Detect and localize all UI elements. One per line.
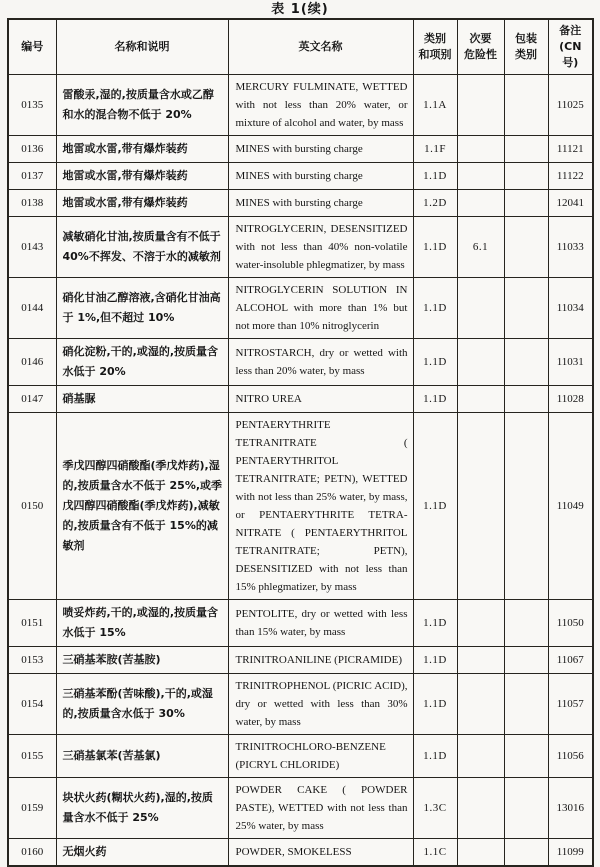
cell-class-division: 1.1D	[413, 278, 457, 339]
table-row	[8, 413, 593, 600]
table-row	[8, 190, 593, 217]
cell-name-en: NITRO UREA	[228, 386, 413, 413]
cell-class-division: 1.1D	[413, 735, 457, 778]
table-row	[8, 674, 593, 735]
cell-remark: 11099	[548, 839, 593, 867]
cell-class-division: 1.1D	[413, 600, 457, 647]
cell-remark: 11050	[548, 600, 593, 647]
cell-code: 0136	[8, 136, 56, 163]
cell-name-cn: 减敏硝化甘油,按质量含有不低于 40%不挥发、不溶于水的减敏剂	[56, 217, 228, 278]
cell-name-cn: 喷妥炸药,干的,或湿的,按质量含水低于 15%	[56, 600, 228, 647]
table-row	[8, 339, 593, 386]
cell-remark: 11034	[548, 278, 593, 339]
cell-code: 0135	[8, 75, 56, 136]
cell-subsidiary-risk	[457, 75, 504, 136]
table-header	[8, 19, 593, 75]
cell-code: 0151	[8, 600, 56, 647]
table-body	[8, 75, 593, 867]
header-class-division	[413, 19, 457, 75]
cell-class-division: 1.2D	[413, 190, 457, 217]
header-name-cn	[56, 19, 228, 75]
cell-remark: 11049	[548, 413, 593, 600]
cell-name-en: TRINITROCHLORO-BENZENE (PICRYL CHLORIDE)	[228, 735, 413, 778]
cell-code: 0154	[8, 674, 56, 735]
cell-name-en: TRINITROANILINE (PICRAMIDE)	[228, 647, 413, 674]
cell-packing-group	[504, 190, 548, 217]
cell-class-division: 1.1C	[413, 839, 457, 867]
cell-class-division: 1.1A	[413, 75, 457, 136]
header-subsidiary-risk-line1: 次要	[469, 32, 492, 45]
cell-name-en: NITROGLYCERIN SOLUTION IN ALCOHOL with more than 1% but not more than 10% nitroglycerin	[228, 278, 413, 339]
table-row	[8, 600, 593, 647]
cell-subsidiary-risk	[457, 278, 504, 339]
cell-packing-group	[504, 163, 548, 190]
cell-name-cn: 硝基脲	[56, 386, 228, 413]
header-name-cn-label: 名称和说明	[114, 40, 170, 53]
cell-name-cn: 地雷或水雷,带有爆炸装药	[56, 163, 228, 190]
table-row	[8, 839, 593, 867]
cell-remark: 11122	[548, 163, 593, 190]
table-row	[8, 735, 593, 778]
cell-packing-group	[504, 600, 548, 647]
cell-subsidiary-risk	[457, 413, 504, 600]
cell-remark: 11031	[548, 339, 593, 386]
cell-name-en: PENTAERYTHRITE TETRANITRATE ( PENTAERYTHRITOL TETRANITRATE; PETN), WETTED with not less than 25% water, by mass, or PENTAERYTHRITE TETRA-NITRATE ( PENTAERYTHRITOL TETRANITRATE; PETN), DESENSITIZED with not less than 15% phlegmatizer, by mass	[228, 413, 413, 600]
cell-subsidiary-risk	[457, 839, 504, 867]
header-class-division-line2: 和项别	[418, 48, 452, 61]
cell-code: 0146	[8, 339, 56, 386]
cell-name-en: MINES with bursting charge	[228, 163, 413, 190]
cell-name-en: NITROGLYCERIN, DESENSITIZED with not less than 40% non-volatile water-insoluble phlegmatizer, by mass	[228, 217, 413, 278]
table-row	[8, 778, 593, 839]
cell-remark: 11067	[548, 647, 593, 674]
header-name-en	[228, 19, 413, 75]
cell-packing-group	[504, 75, 548, 136]
cell-subsidiary-risk	[457, 163, 504, 190]
cell-name-cn: 季戊四醇四硝酸酯(季戊炸药),湿的,按质量含水不低于 25%,或季戊四醇四硝酸酯(季戊炸药),减敏的,按质量含有不低于 15%的减敏剂	[56, 413, 228, 600]
cell-remark: 11056	[548, 735, 593, 778]
table-row	[8, 278, 593, 339]
header-subsidiary-risk	[457, 19, 504, 75]
cell-name-en: MERCURY FULMINATE, WETTED with not less than 20% water, or mixture of alcohol and water, by mass	[228, 75, 413, 136]
cell-code: 0160	[8, 839, 56, 867]
cell-name-cn: 硝化甘油乙醇溶液,含硝化甘油高于 1%,但不超过 10%	[56, 278, 228, 339]
cell-class-division: 1.1D	[413, 339, 457, 386]
cell-subsidiary-risk: 6.1	[457, 217, 504, 278]
header-remark-line2: (CN 号)	[559, 40, 582, 69]
cell-subsidiary-risk	[457, 735, 504, 778]
cell-packing-group	[504, 735, 548, 778]
header-code	[8, 19, 56, 75]
table-row	[8, 163, 593, 190]
cell-subsidiary-risk	[457, 190, 504, 217]
table-title: 表 1(续)	[271, 2, 329, 17]
cell-code: 0143	[8, 217, 56, 278]
cell-class-division: 1.1F	[413, 136, 457, 163]
cell-name-en: MINES with bursting charge	[228, 136, 413, 163]
table-row	[8, 386, 593, 413]
cell-code: 0159	[8, 778, 56, 839]
cell-code: 0137	[8, 163, 56, 190]
cell-subsidiary-risk	[457, 647, 504, 674]
cell-code: 0153	[8, 647, 56, 674]
cell-packing-group	[504, 778, 548, 839]
cell-class-division: 1.1D	[413, 386, 457, 413]
cell-remark: 11025	[548, 75, 593, 136]
cell-packing-group	[504, 674, 548, 735]
cell-remark: 11033	[548, 217, 593, 278]
header-remark	[548, 19, 593, 75]
cell-name-cn: 块状火药(糊状火药),湿的,按质量含水不低于 25%	[56, 778, 228, 839]
cell-code: 0147	[8, 386, 56, 413]
cell-packing-group	[504, 413, 548, 600]
cell-name-en: NITROSTARCH, dry or wetted with less than 20% water, by mass	[228, 339, 413, 386]
table-row	[8, 136, 593, 163]
dangerous-goods-table	[7, 18, 594, 867]
cell-name-cn: 硝化淀粉,干的,或湿的,按质量含水低于 20%	[56, 339, 228, 386]
cell-name-en: TRINITROPHENOL (PICRIC ACID), dry or wetted with less than 30% water, by mass	[228, 674, 413, 735]
table-row	[8, 75, 593, 136]
cell-name-cn: 无烟火药	[56, 839, 228, 867]
cell-name-cn: 地雷或水雷,带有爆炸装药	[56, 136, 228, 163]
cell-code: 0138	[8, 190, 56, 217]
cell-subsidiary-risk	[457, 778, 504, 839]
header-subsidiary-risk-line2: 危险性	[464, 48, 497, 61]
header-code-label: 编号	[21, 40, 44, 53]
cell-packing-group	[504, 339, 548, 386]
cell-packing-group	[504, 647, 548, 674]
cell-code: 0150	[8, 413, 56, 600]
header-class-division-line1: 类别	[424, 32, 446, 45]
cell-name-cn: 三硝基苯酚(苦味酸),干的,或湿的,按质量含水低于 30%	[56, 674, 228, 735]
cell-name-cn: 地雷或水雷,带有爆炸装药	[56, 190, 228, 217]
header-packing-group-line2: 类别	[515, 48, 537, 61]
header-packing-group	[504, 19, 548, 75]
cell-class-division: 1.1D	[413, 217, 457, 278]
cell-name-en: PENTOLITE, dry or wetted with less than 15% water, by mass	[228, 600, 413, 647]
cell-packing-group	[504, 278, 548, 339]
cell-name-en: POWDER, SMOKELESS	[228, 839, 413, 867]
cell-class-division: 1.3C	[413, 778, 457, 839]
cell-name-en: POWDER CAKE ( POWDER PASTE), WETTED with not less than 25% water, by mass	[228, 778, 413, 839]
cell-remark: 11121	[548, 136, 593, 163]
cell-class-division: 1.1D	[413, 647, 457, 674]
table-row	[8, 217, 593, 278]
cell-subsidiary-risk	[457, 339, 504, 386]
cell-packing-group	[504, 136, 548, 163]
table-row	[8, 647, 593, 674]
cell-name-cn: 雷酸汞,湿的,按质量含水或乙醇和水的混合物不低于 20%	[56, 75, 228, 136]
cell-subsidiary-risk	[457, 136, 504, 163]
cell-remark: 13016	[548, 778, 593, 839]
cell-code: 0155	[8, 735, 56, 778]
cell-name-cn: 三硝基苯胺(苦基胺)	[56, 647, 228, 674]
header-row	[8, 19, 593, 75]
cell-packing-group	[504, 217, 548, 278]
header-remark-line1: 备注	[559, 24, 582, 37]
cell-name-en: MINES with bursting charge	[228, 190, 413, 217]
cell-code: 0144	[8, 278, 56, 339]
cell-packing-group	[504, 839, 548, 867]
cell-class-division: 1.1D	[413, 413, 457, 600]
header-name-en-label: 英文名称	[298, 40, 343, 53]
cell-name-cn: 三硝基氯苯(苦基氯)	[56, 735, 228, 778]
cell-remark: 11057	[548, 674, 593, 735]
cell-class-division: 1.1D	[413, 163, 457, 190]
cell-remark: 12041	[548, 190, 593, 217]
cell-subsidiary-risk	[457, 386, 504, 413]
cell-remark: 11028	[548, 386, 593, 413]
cell-class-division: 1.1D	[413, 674, 457, 735]
cell-subsidiary-risk	[457, 600, 504, 647]
cell-packing-group	[504, 386, 548, 413]
header-packing-group-line1: 包装	[515, 32, 537, 45]
cell-subsidiary-risk	[457, 674, 504, 735]
